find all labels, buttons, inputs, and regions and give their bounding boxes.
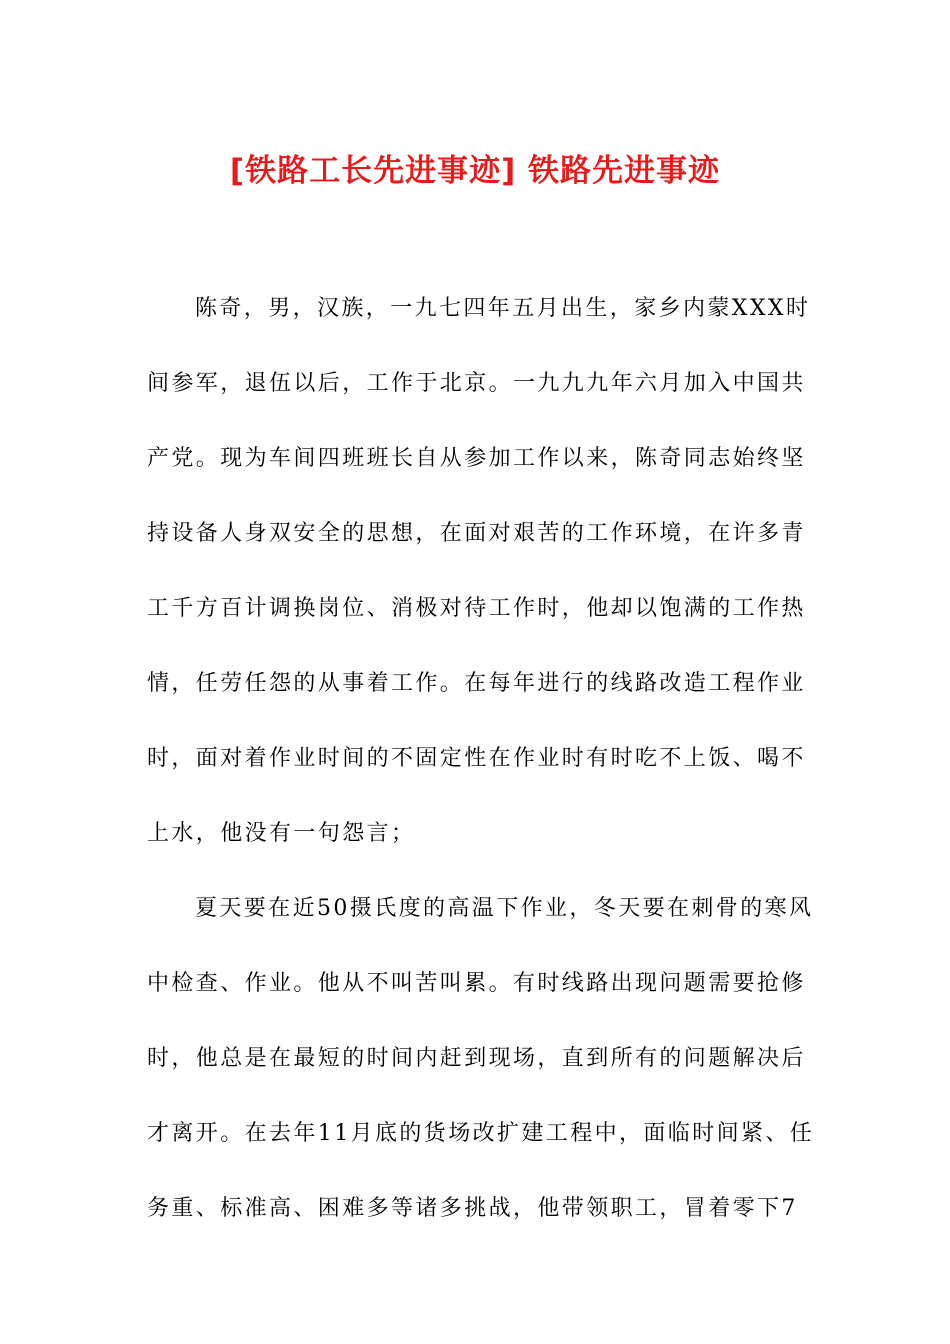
text-line: 持设备人身双安全的思想，在面对艰苦的工作环境，在许多青: [147, 521, 806, 546]
text-line: 时，面对着作业时间的不固定性在作业时有时吃不上饭、喝不: [147, 746, 806, 771]
paragraph-1: [147, 271, 811, 871]
text-line: 产党。现为车间四班班长自从参加工作以来，陈奇同志始终坚: [147, 446, 806, 471]
text-line: 务重、标准高、困难多等诸多挑战，他带领职工，冒着零下7: [147, 1196, 798, 1221]
text-line: 才离开。在去年11月底的货场改扩建工程中，面临时间紧、任: [147, 1121, 815, 1146]
paragraph-2: [147, 871, 815, 1246]
text-line: 间参军，退伍以后，工作于北京。一九九九年六月加入中国共: [147, 371, 806, 396]
document-title: [铁路工长先进事迹] 铁路先进事迹: [229, 153, 721, 189]
document-body: [147, 271, 815, 1246]
text-line: 夏天要在近50摄氏度的高温下作业，冬天要在刺骨的寒风: [195, 896, 814, 921]
text-line: 陈奇，男，汉族，一九七四年五月出生，家乡内蒙XXX时: [195, 296, 811, 321]
text-line: 时，他总是在最短的时间内赶到现场，直到所有的问题解决后: [147, 1046, 806, 1071]
text-line: 工千方百计调换岗位、消极对待工作时，他却以饱满的工作热: [147, 596, 806, 621]
text-line: 情，任劳任怨的从事着工作。在每年进行的线路改造工程作业: [147, 671, 806, 696]
text-line: 中检查、作业。他从不叫苦叫累。有时线路出现问题需要抢修: [147, 971, 806, 996]
text-line: 上水，他没有一句怨言；: [147, 821, 416, 846]
